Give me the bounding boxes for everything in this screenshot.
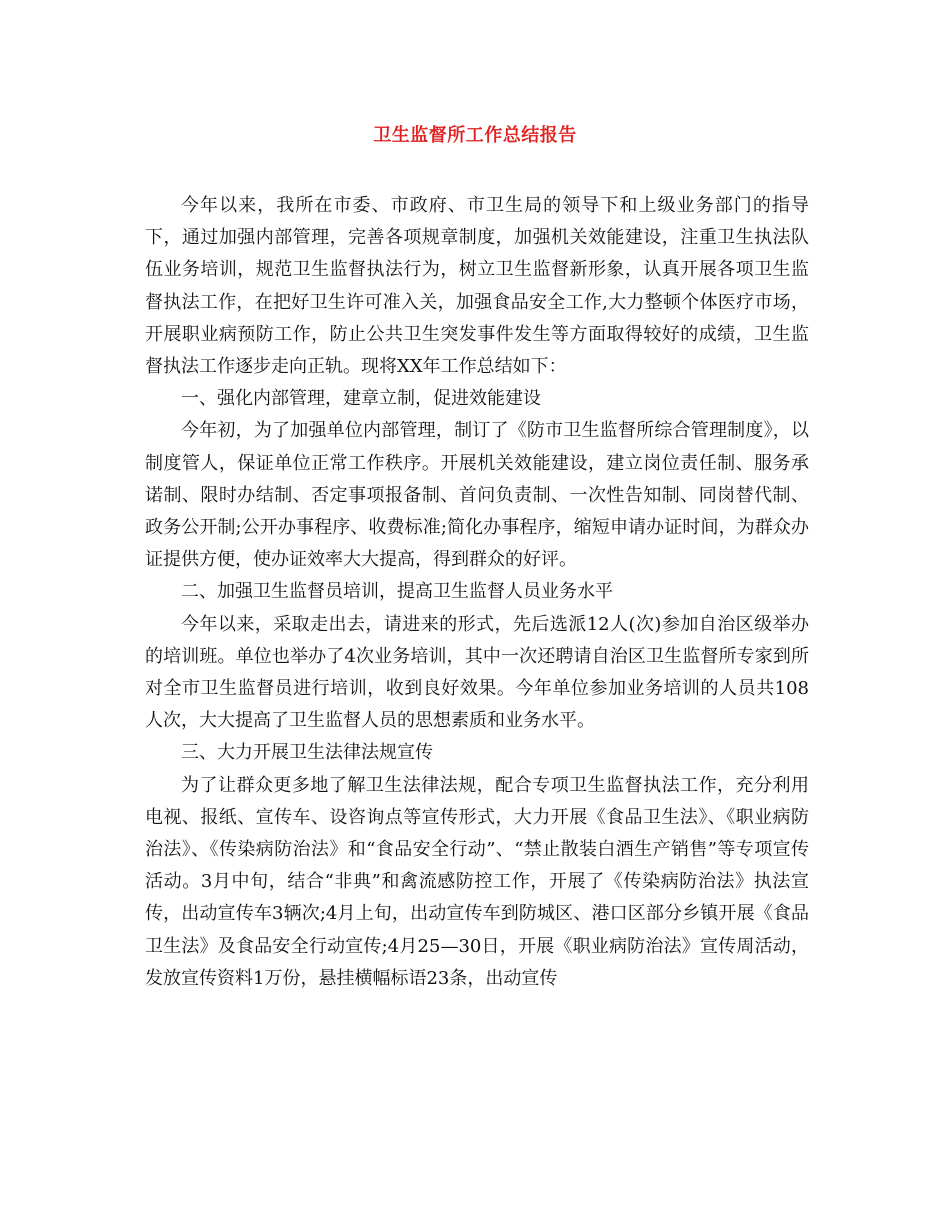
paragraph-section-3: 为了让群众更多地了解卫生法律法规，配合专项卫生监督执法工作，充分利用电视、报纸、宣传车、设咨询点等宣传形式，大力开展《食品卫生法》、《职业病防治法》、《传染病防治法》和“食品安全行动”、“禁止散装白酒生产销售”等专项宣传活动。3月中旬，结合“非典”和禽流感防控工作，开展了《传染病防治法》执法宣传，出动宣传车3辆次;4月上旬，出动宣传车到防城区、港口区部分乡镇开展《食品卫生法》及食品安全行动宣传;4月25—30日，开展《职业病防治法》宣传周活动，发放宣传资料1万份，悬挂横幅标语23条，出动宣传 <box>145 774 809 989</box>
section-heading-1: 一、强化内部管理，建章立制，促进效能建设 <box>181 388 541 410</box>
document-body <box>145 190 809 995</box>
section-heading-3: 三、大力开展卫生法律法规宣传 <box>181 742 433 764</box>
paragraph-section-2: 今年以来，采取走出去，请进来的形式，先后选派12人(次)参加自治区级举办的培训班。单位也举办了4次业务培训，其中一次还聘请自治区卫生监督所专家到所对全市卫生监督员进行培训，收到良好效果。今年单位参加业务培训的人员共108人次，大大提高了卫生监督人员的思想素质和业务水平。 <box>145 613 809 732</box>
document-title: 卫生监督所工作总结报告 <box>373 125 577 146</box>
paragraph-intro: 今年以来，我所在市委、市政府、市卫生局的领导下和上级业务部门的指导下，通过加强内部管理，完善各项规章制度，加强机关效能建设，注重卫生执法队伍业务培训，规范卫生监督执法行为，树立卫生监督新形象，认真开展各项卫生监督执法工作，在把好卫生许可准入关，加强食品安全工作,大力整顿个体医疗市场，开展职业病预防工作，防止公共卫生突发事件发生等方面取得较好的成绩，卫生监督执法工作逐步走向正轨。现将XX年工作总结如下： <box>145 195 809 378</box>
section-heading-2: 二、加强卫生监督员培训，提高卫生监督人员业务水平 <box>181 581 613 603</box>
paragraph-section-1: 今年初，为了加强单位内部管理，制订了《防市卫生监督所综合管理制度》，以制度管人，保证单位正常工作秩序。开展机关效能建设，建立岗位责任制、服务承诺制、限时办结制、否定事项报备制、首问负责制、一次性告知制、同岗替代制、政务公开制;公开办事程序、收费标准;简化办事程序，缩短申请办证时间，为群众办证提供方便，使办证效率大大提高，得到群众的好评。 <box>145 420 809 571</box>
